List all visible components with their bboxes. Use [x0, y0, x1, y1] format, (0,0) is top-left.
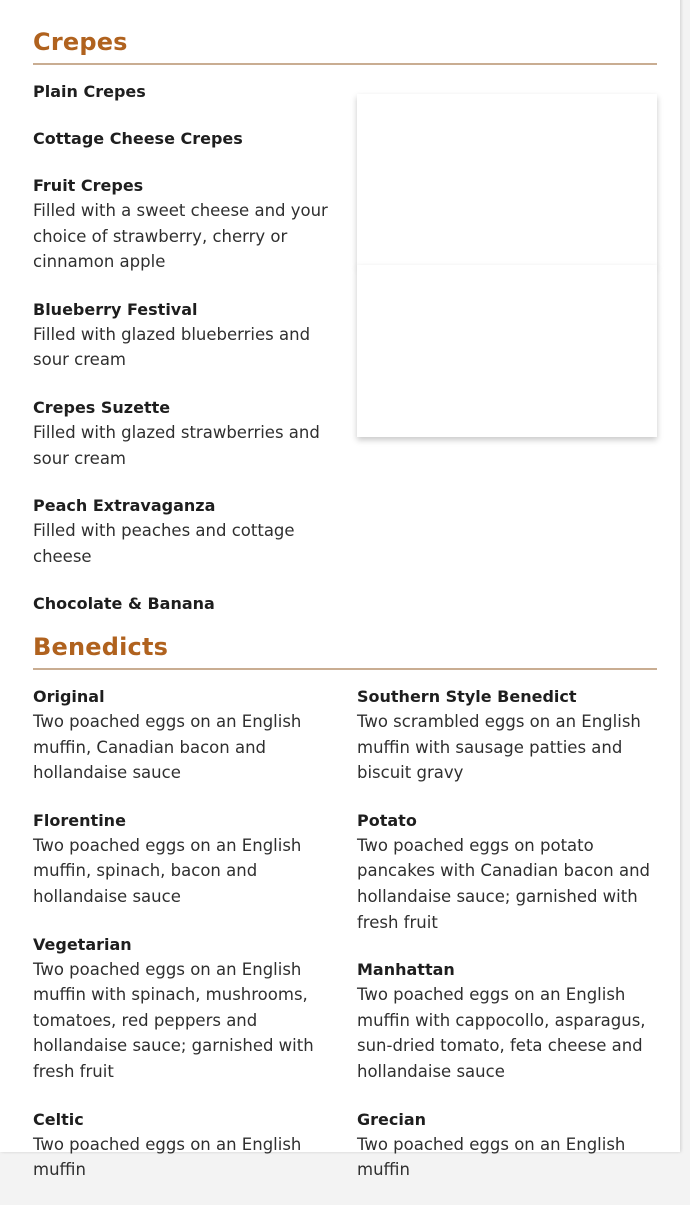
- item-description: Two poached eggs on an English muffin: [33, 1134, 302, 1180]
- crepes-photo: [357, 94, 657, 266]
- crepes-list: [33, 79, 333, 638]
- item-name: Celtic: [33, 1109, 84, 1129]
- benedicts-list-right: [357, 684, 657, 1205]
- menu-item: [33, 1107, 333, 1183]
- item-description: Two poached eggs on an English muffin with cappocollo, asparagus, sun-dried tomato, feta cheese and hollandaise sauce: [357, 985, 646, 1081]
- item-name: Vegetarian: [33, 934, 132, 954]
- menu-item: [357, 957, 657, 1084]
- item-name: Fruit Crepes: [33, 176, 144, 195]
- item-description: Two poached eggs on an English muffin, spinach, bacon and hollandaise sauce: [33, 835, 302, 906]
- item-name: Plain Crepes: [33, 82, 146, 101]
- crepes-heading: Crepes: [33, 28, 128, 56]
- item-description: Two poached eggs on an English muffin with spinach, mushrooms, tomatoes, red peppers and hollandaise sauce; garnished with fresh fruit: [33, 959, 314, 1081]
- menu-item: [33, 493, 333, 569]
- menu-item: [33, 173, 333, 275]
- item-name: Original: [33, 687, 105, 706]
- item-name: Chocolate & Banana: [33, 594, 215, 614]
- benedicts-divider: [33, 668, 657, 670]
- crepes-photo-2: [357, 265, 657, 437]
- item-name: Potato: [357, 810, 417, 830]
- item-description: Filled with peaches and cottage cheese: [33, 521, 295, 566]
- menu-item: [33, 932, 333, 1085]
- item-description: Two scrambled eggs on an English muffin with sausage patties and biscuit gravy: [357, 712, 641, 783]
- menu-item: [33, 684, 333, 786]
- item-description: Two poached eggs on potato pancakes with Canadian bacon and hollandaise sauce; garnished with fresh fruit: [357, 835, 651, 932]
- item-name: Crepes Suzette: [33, 397, 171, 417]
- item-description: Two poached eggs on an English muffin: [357, 1134, 626, 1180]
- menu-item: [33, 126, 333, 151]
- crepes-section: [33, 28, 657, 65]
- menu-item: [357, 808, 657, 935]
- item-description: Filled with a sweet cheese and your choice of strawberry, cherry or cinnamon apple: [33, 201, 328, 272]
- menu-item: [33, 79, 333, 104]
- item-name: Grecian: [357, 1109, 427, 1129]
- benedicts-list-left: [33, 684, 333, 1205]
- menu-item: [33, 808, 333, 910]
- menu-item: [33, 395, 333, 471]
- item-description: Two poached eggs on an English muffin, Canadian bacon and hollandaise sauce: [33, 712, 302, 783]
- menu-item: [33, 297, 333, 373]
- item-description: Filled with glazed blueberries and sour cream: [33, 324, 311, 370]
- item-name: Manhattan: [357, 960, 455, 980]
- benedicts-section: [33, 633, 657, 670]
- menu-item: [357, 684, 657, 786]
- item-description: Filled with glazed strawberries and sour cream: [33, 422, 320, 468]
- item-name: Blueberry Festival: [33, 299, 198, 319]
- benedicts-heading: Benedicts: [33, 633, 169, 661]
- item-name: Florentine: [33, 810, 126, 830]
- crepes-divider: [33, 63, 657, 65]
- item-name: Cottage Cheese Crepes: [33, 129, 243, 148]
- menu-item: [357, 1107, 657, 1183]
- item-name: Southern Style Benedict: [357, 687, 577, 706]
- item-name: Peach Extravaganza: [33, 496, 216, 516]
- menu-item: [33, 591, 333, 616]
